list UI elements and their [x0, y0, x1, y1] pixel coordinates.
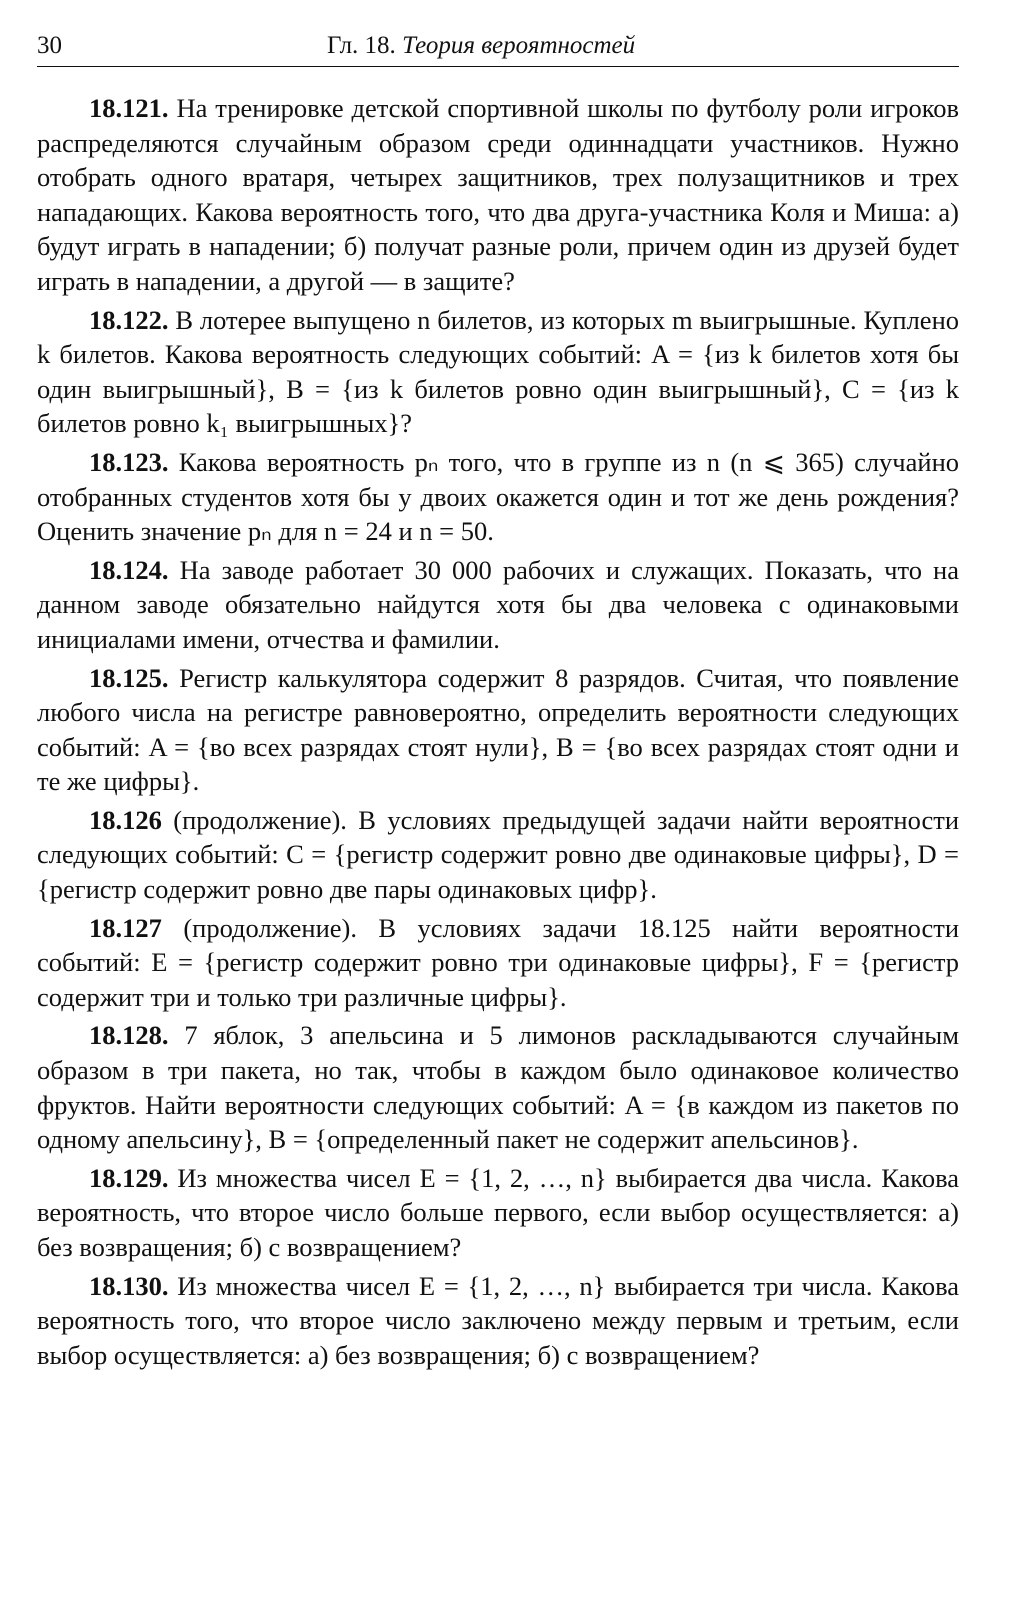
problem-text: (продолжение). В условиях предыдущей задачи найти вероятности следующих событий: C = {регистр содержит ровно две одинаковые цифры}, D = {регистр содержит ровно две пары одинаковых цифр}.: [37, 804, 960, 905]
problem-18-129: [37, 1161, 959, 1265]
problem-18-126: [37, 803, 959, 907]
problem-number: 18.122.: [89, 304, 169, 335]
book-page: [37, 30, 959, 1570]
problem-number: 18.126: [89, 804, 162, 835]
problem-text: Из множества чисел E = {1, 2, …, n} выбирается два числа. Какова вероятность, что второе число больше первого, если выбор осуществляется: а) без возвращения; б) с возвращением?: [37, 1162, 959, 1262]
problem-18-123: [37, 445, 959, 549]
problem-text: (продолжение). В условиях задачи 18.125 найти вероятности событий: E = {регистр содержит ровно три одинаковые цифры}, F = {регистр содержит три и только три различные цифры}.: [37, 912, 959, 1012]
problem-text: На заводе работает 30 000 рабочих и служащих. Показать, что на данном заводе обязательно найдутся хотя бы два человека с одинаковыми инициалами имени, отчества и фамилии.: [37, 554, 959, 654]
running-title: [327, 32, 635, 60]
problem-text: Из множества чисел E = {1, 2, …, n} выбирается три числа. Какова вероятность того, что второе число заключено между первым и третьим, если выбор осуществляется: а) без возвращения; б) с возвращением?: [37, 1270, 960, 1370]
page-number: 30: [37, 32, 62, 59]
running-head: [37, 30, 959, 67]
problem-number: 18.124.: [89, 554, 169, 585]
problem-number: 18.121.: [89, 93, 169, 123]
problem-text: На тренировке детской спортивной школы по футболу роли игроков распределяются случайным образом среди одиннадцати участников. Нужно отобрать одного вратаря, четырех защитников, трех полузащитников и трех нападающих. Какова вероятность того, что два друга-участника Коля и Миша: а) будут играть в нападении; б) получат разные роли, причем один из друзей будет играть в нападении, а другой — в защите?: [37, 93, 959, 296]
problem-number: 18.123.: [89, 446, 169, 477]
problem-18-124: [37, 553, 959, 657]
problem-text: 7 яблок, 3 апельсина и 5 лимонов раскладываются случайным образом в три пакета, но так, чтобы в каждом было одинаковое количество фруктов. Найти вероятности следующих событий: A = {в каждом из пакетов по одному апельсину}, B = {определенный пакет не содержит апельсинов}.: [37, 1020, 959, 1155]
problem-number: 18.128.: [89, 1020, 169, 1051]
problem-18-121: [37, 91, 959, 299]
chapter-label: Гл. 18.: [327, 32, 396, 59]
chapter-title: Теория вероятностей: [402, 32, 636, 59]
problem-number: 18.125.: [89, 662, 169, 693]
problem-text: Регистр калькулятора содержит 8 разрядов. Считая, что появление любого числа на регистре равновероятно, определить вероятности следующих событий: A = {во всех разрядах стоят нули}, B = {во всех разрядах стоят одни и те же цифры}.: [37, 662, 959, 797]
problem-text: Какова вероятность pₙ того, что в группе из n (n ⩽ 365) случайно отобранных студентов хотя бы у двоих окажется один и тот же день рождения? Оценить значение pₙ для n = 24 и n = 50.: [37, 446, 960, 547]
problem-number: 18.129.: [89, 1162, 169, 1193]
problem-number: 18.130.: [89, 1270, 169, 1301]
problem-18-130: [37, 1269, 959, 1373]
problem-18-122: [37, 303, 959, 441]
problem-number: 18.127: [89, 912, 162, 943]
problem-18-128: [37, 1018, 959, 1156]
problem-18-127: [37, 911, 959, 1015]
problem-18-125: [37, 661, 959, 799]
problem-text: В лотерее выпущено n билетов, из которых m выигрышные. Куплено k билетов. Какова вероятность следующих событий: A = {из k билетов хотя бы один выигрышный}, B = {из k билетов ровно один выигрышный}, C = {из k билетов ровно k₁ выигрышных}?: [37, 304, 960, 439]
problem-list: [37, 91, 959, 1372]
